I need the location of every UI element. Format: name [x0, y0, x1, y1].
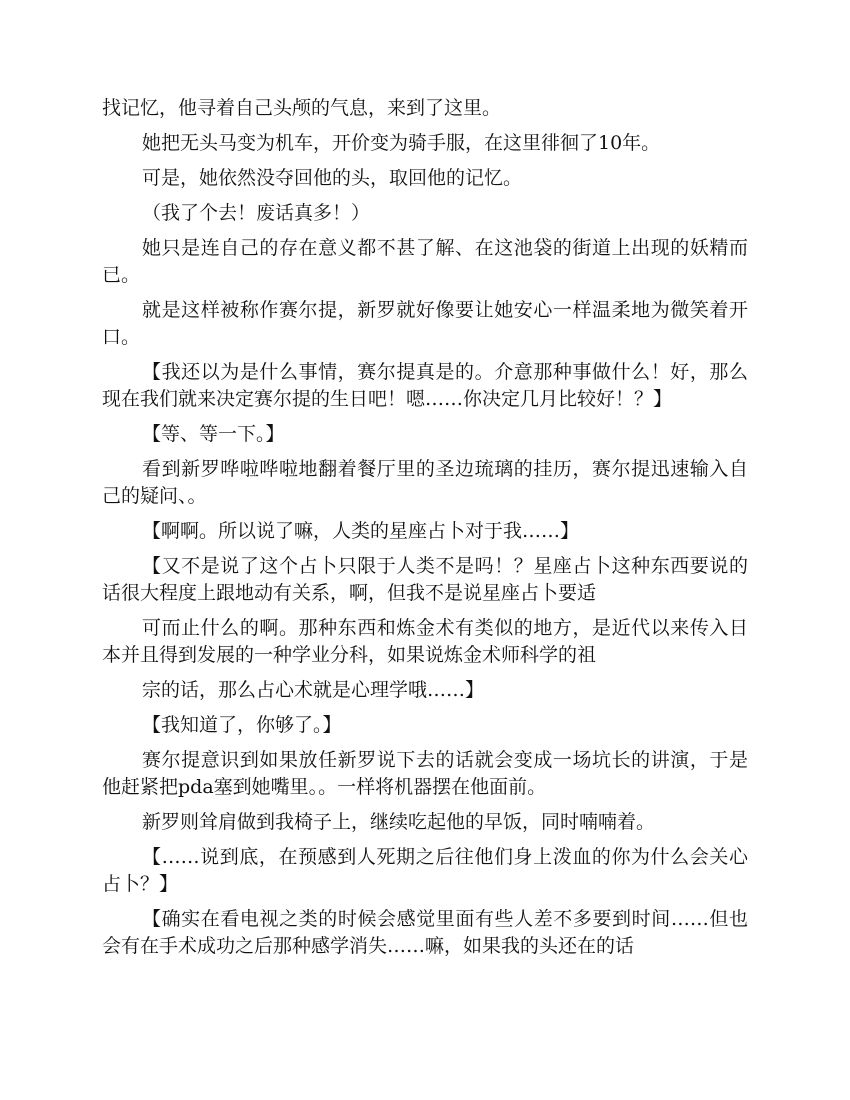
paragraph: 宗的话，那么占心术就是心理学哦……】	[142, 679, 485, 701]
paragraph: 【啊啊。所以说了嘛，人类的星座占卜对于我……】	[142, 520, 580, 542]
paragraph: 新罗则耸肩做到我椅子上，继续吃起他的早饭，同时喃喃着。	[142, 811, 656, 833]
body-text	[102, 95, 748, 968]
paragraph: 她把无头马变为机车，开价变为骑手服，在这里徘徊了10年。	[142, 132, 661, 154]
paragraph: 可是，她依然没夺回他的头，取回他的记忆。	[142, 167, 523, 189]
paragraph: 【……说到底，在预感到人死期之后往他们身上泼血的你为什么会关心占卜？】	[102, 846, 748, 895]
paragraph: 找记忆，他寻着自己头颅的气息，来到了这里。	[102, 97, 502, 119]
paragraph: 【我知道了，你够了。】	[142, 714, 342, 736]
paragraph: （我了个去！废话真多！）	[142, 202, 371, 224]
paragraph: 赛尔提意识到如果放任新罗说下去的话就会变成一场坑长的讲演，于是他赶紧把pda塞到她嘴里。。一样将机器摆在他面前。	[102, 749, 748, 798]
paragraph: 可而止什么的啊。那种东西和炼金术有类似的地方，是近代以来传入日本并且得到发展的一种学业分科，如果说炼金术师科学的祖	[102, 617, 748, 666]
paragraph: 就是这样被称作赛尔提，新罗就好像要让她安心一样温柔地为微笑着开口。	[102, 299, 748, 348]
paragraph: 看到新罗哗啦哗啦地翻着餐厅里的圣边琉璃的挂历，赛尔提迅速输入自己的疑问、。	[102, 458, 748, 507]
paragraph: 【我还以为是什么事情，赛尔提真是的。介意那种事做什么！好，那么现在我们就来决定赛尔提的生日吧！嗯……你决定几月比较好！？】	[102, 361, 748, 410]
paragraph: 【又不是说了这个占卜只限于人类不是吗！？星座占卜这种东西要说的话很大程度上跟地动有关系，啊，但我不是说星座占卜要适	[102, 555, 748, 604]
paragraph: 她只是连自己的存在意义都不甚了解、在这池袋的街道上出现的妖精而已。	[102, 237, 748, 286]
paragraph: 【确实在看电视之类的时候会感觉里面有些人差不多要到时间……但也会有在手术成功之后那种感学消失……嘛，如果我的头还在的话	[102, 908, 748, 957]
paragraph: 【等、等一下。】	[142, 423, 285, 445]
